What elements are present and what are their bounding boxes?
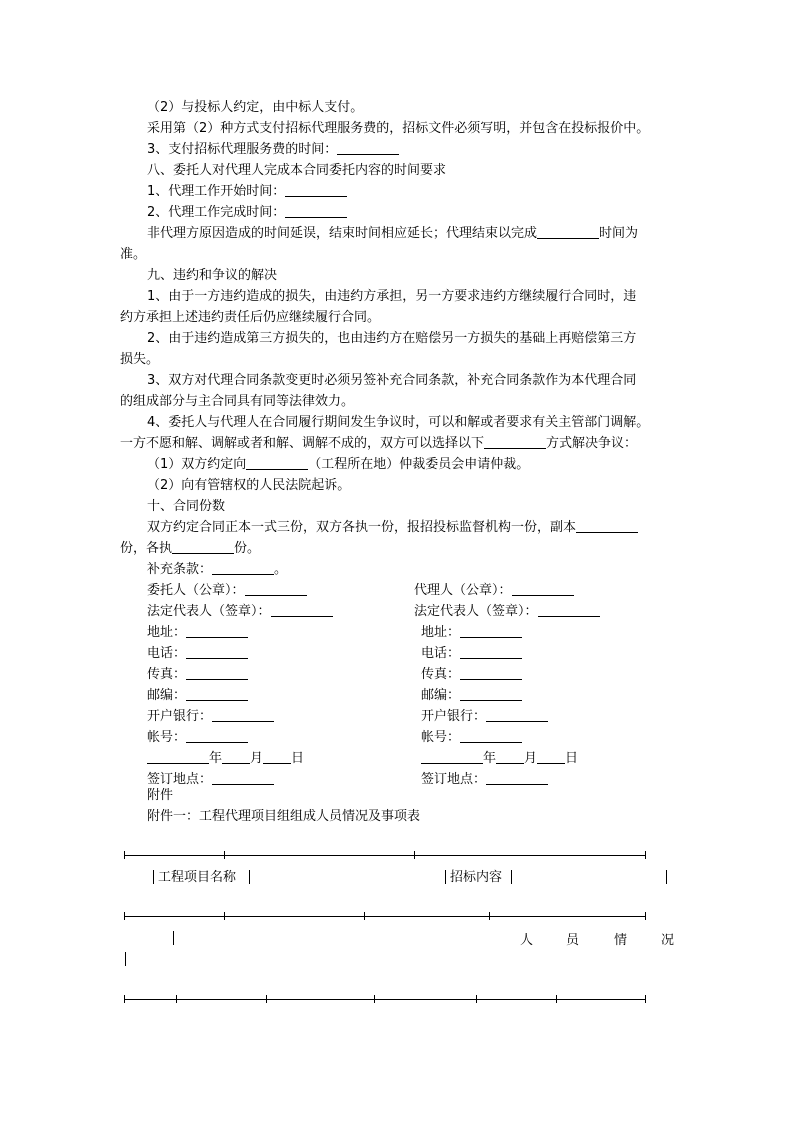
blank-field: [460, 728, 522, 743]
agent-bank: 开户银行：: [421, 706, 548, 727]
principal-bank: 开户银行：: [147, 706, 274, 727]
supplementary-terms: 补充条款： 。: [147, 562, 288, 577]
blank-field: [271, 602, 333, 617]
copies-clause: 双方约定合同正本一式三份，双方各执一份，报招投标监督机构一份，副本: [147, 517, 638, 538]
agent-account: 帐号：: [421, 727, 522, 748]
agent-date: 年 月 日: [421, 748, 578, 769]
table-row-personnel-3: 情: [614, 933, 628, 948]
agent-postcode: 邮编：: [421, 685, 522, 706]
blank-field: [538, 602, 600, 617]
blank-field: [263, 749, 291, 764]
table-divider: [125, 952, 126, 966]
agent-rep: 法定代表人（签章）：: [414, 601, 600, 622]
principal-postcode: 邮编：: [147, 685, 248, 706]
blank-field: [496, 749, 524, 764]
payment-option-2: （2）与投标人约定，由中标人支付。: [147, 100, 364, 115]
payment-time: 3、支付招标代理服务费的时间：: [147, 139, 399, 160]
breach-clause-2: 2、由于违约造成第三方损失的，也由违约方在赔偿另一方损失的基础上再赔偿第三方: [147, 331, 637, 346]
blank-field: [537, 224, 599, 239]
blank-field: [212, 560, 274, 575]
attachment-heading: 附件: [147, 788, 174, 803]
table-divider: [173, 931, 174, 945]
principal-rep: 法定代表人（签章）：: [147, 601, 333, 622]
table-divider: [666, 870, 667, 884]
dispute-clause-4-cont: 一方不愿和解、调解或者和解、调解不成的，双方可以选择以下 方式解决争议：: [120, 436, 638, 451]
table-row-personnel-1: 人: [520, 933, 534, 948]
table-header-bid-content: 招标内容: [450, 870, 503, 885]
principal-address: 地址：: [147, 622, 248, 643]
attachment-1-title: 附件一：工程代理项目组组成人员情况及事项表: [147, 809, 421, 824]
payment-note: 采用第（2）种方式支付招标代理服务费的，招标文件必须写明，并包含在投标报价中。: [147, 121, 650, 136]
principal-seal: 委托人（公章）：: [147, 580, 307, 601]
blank-field: [246, 455, 308, 470]
breach-clause-1: 1、由于一方违约造成的损失，由违约方承担，另一方要求违约方继续履行合同时，违: [147, 289, 637, 304]
principal-place: 签订地点：: [147, 769, 274, 790]
blank-field: [186, 644, 248, 659]
blank-field: [186, 665, 248, 680]
section-9-heading: 九、违约和争议的解决: [147, 268, 278, 283]
blank-field: [484, 434, 546, 449]
table-row-personnel-2: 员: [566, 933, 580, 948]
blank-field: [186, 728, 248, 743]
start-time: 1、代理工作开始时间：: [147, 181, 347, 202]
breach-clause-2-cont: 损失。: [120, 352, 160, 367]
breach-clause-3: 3、双方对代理合同条款变更时必须另签补充合同条款，补充合同条款作为本代理合同: [147, 373, 637, 388]
blank-field: [537, 749, 565, 764]
principal-phone: 电话：: [147, 643, 248, 664]
blank-field: [512, 581, 574, 596]
table-row-personnel-4: 况: [661, 933, 675, 948]
blank-field: [337, 140, 399, 155]
blank-field: [186, 623, 248, 638]
table-border-mid: [124, 916, 646, 917]
blank-field: [245, 581, 307, 596]
table-divider: [153, 870, 154, 884]
blank-field: [212, 770, 274, 785]
blank-field: [486, 707, 548, 722]
blank-field: [421, 749, 483, 764]
section-8-heading: 八、委托人对代理人完成本合同委托内容的时间要求: [147, 163, 447, 178]
agent-seal: 代理人（公章）：: [414, 580, 574, 601]
blank-field: [285, 203, 347, 218]
table-divider: [445, 870, 446, 884]
blank-field: [212, 707, 274, 722]
blank-field: [147, 749, 209, 764]
table-border-bottom: [124, 999, 646, 1000]
blank-field: [285, 182, 347, 197]
section-10-heading: 十、合同份数: [147, 499, 226, 514]
blank-field: [460, 644, 522, 659]
blank-field: [576, 518, 638, 533]
arbitration-option: （1）双方约定向 （工程所在地）仲裁委员会申请仲裁。: [147, 457, 530, 472]
breach-clause-3-cont: 的组成部分与主合同具有同等法律效力。: [120, 394, 355, 409]
blank-field: [460, 665, 522, 680]
principal-fax: 传真：: [147, 664, 248, 685]
blank-field: [172, 539, 234, 554]
agent-place: 签订地点：: [421, 769, 548, 790]
end-time: 2、代理工作完成时间：: [147, 202, 347, 223]
blank-field: [486, 770, 548, 785]
blank-field: [222, 749, 250, 764]
breach-clause-1-cont: 约方承担上述违约责任后仍应继续履行合同。: [120, 310, 381, 325]
table-border-top: [124, 855, 646, 856]
blank-field: [460, 623, 522, 638]
table-header-project-name: 工程项目名称: [158, 870, 237, 885]
table-divider: [511, 870, 512, 884]
agent-address: 地址：: [421, 622, 522, 643]
delay-clause: 非代理方原因造成的时间延误，结束时间相应延长；代理结束以完成 时间为: [147, 226, 639, 241]
principal-account: 帐号：: [147, 727, 248, 748]
delay-clause-cont: 准。: [120, 247, 147, 262]
table-divider: [249, 870, 250, 884]
blank-field: [460, 686, 522, 701]
principal-date: 年 月 日: [147, 748, 304, 769]
agent-fax: 传真：: [421, 664, 522, 685]
court-option: （2）向有管辖权的人民法院起诉。: [147, 478, 351, 493]
copies-clause-cont: 份，各执 份。: [120, 541, 261, 556]
blank-field: [186, 686, 248, 701]
agent-phone: 电话：: [421, 643, 522, 664]
dispute-clause-4: 4、委托人与代理人在合同履行期间发生争议时，可以和解或者要求有关主管部门调解。: [147, 415, 650, 430]
